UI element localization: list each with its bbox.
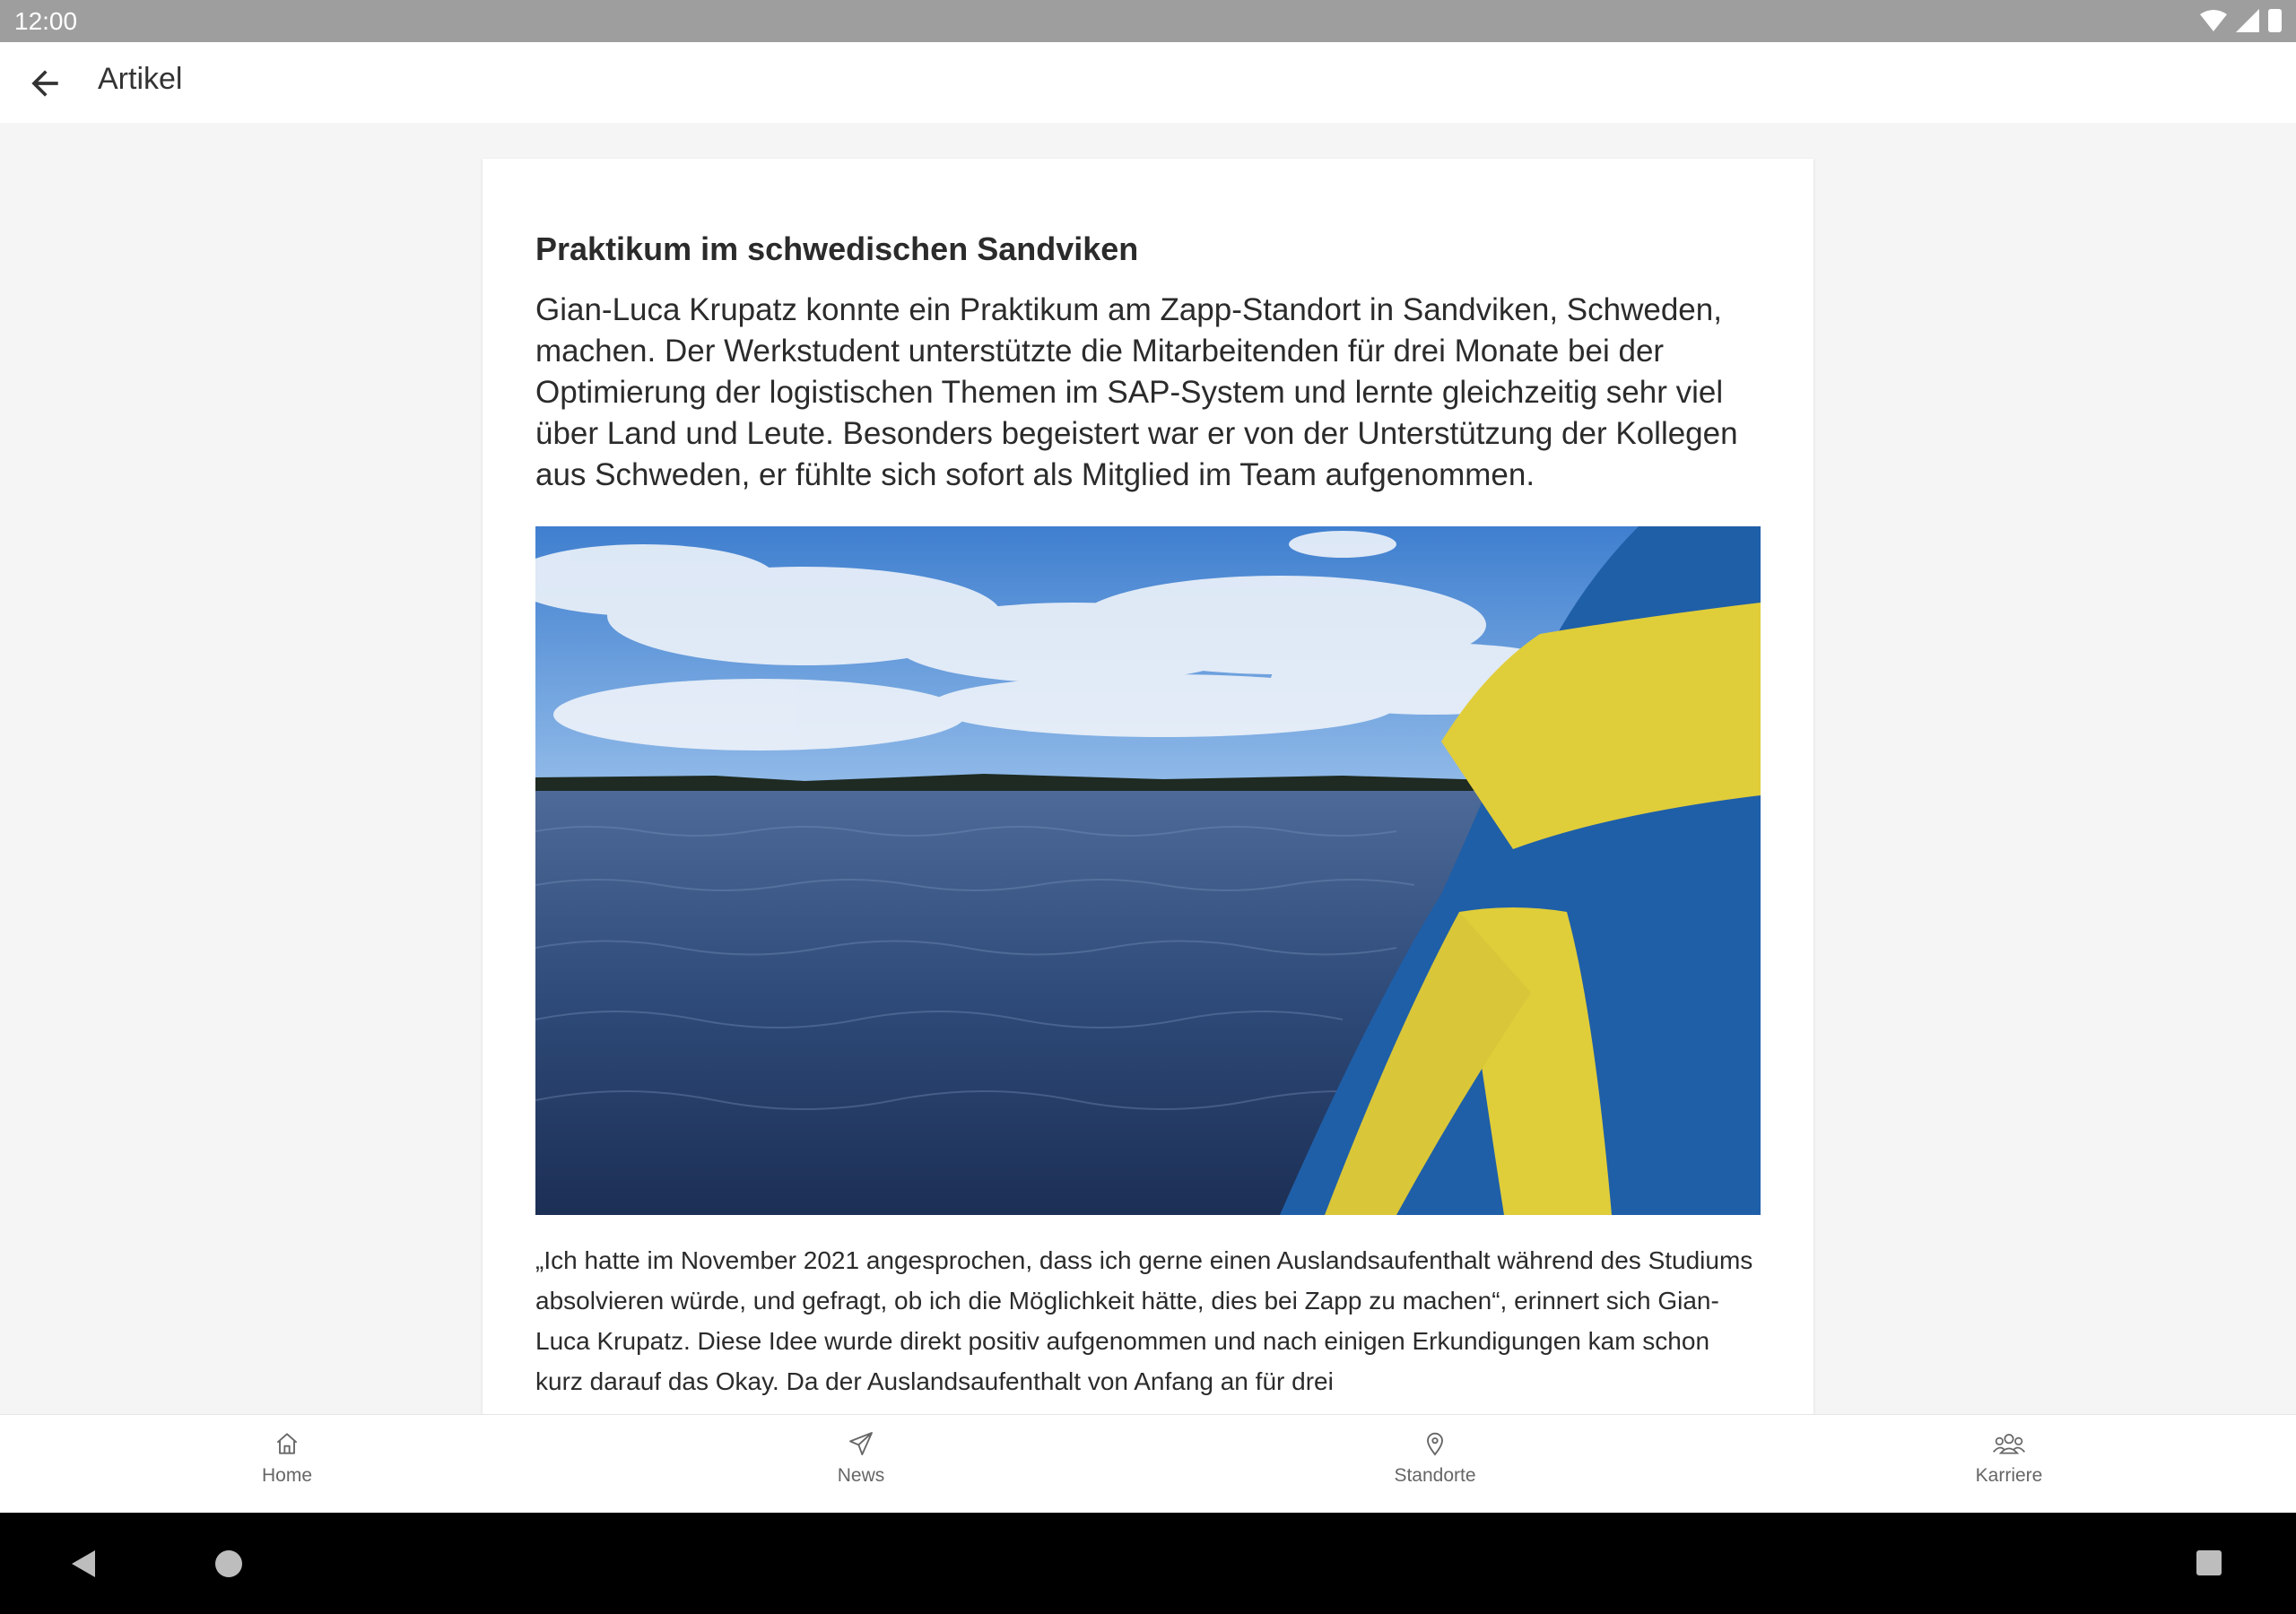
nav-label-home: Home — [261, 1465, 313, 1486]
system-home-button[interactable] — [215, 1550, 242, 1577]
nav-item-standorte[interactable] — [1345, 1415, 1525, 1514]
arrow-back-icon — [25, 64, 65, 103]
status-time: 12:00 — [14, 7, 78, 35]
nav-item-home[interactable] — [197, 1415, 377, 1514]
send-icon — [847, 1429, 875, 1458]
system-back-button[interactable] — [70, 1549, 97, 1584]
battery-icon — [2268, 9, 2282, 32]
nav-label-standorte: Standorte — [1394, 1465, 1476, 1486]
home-icon — [273, 1429, 301, 1458]
bottom-navigation — [0, 1414, 2296, 1514]
nav-item-karriere[interactable] — [1919, 1415, 2099, 1514]
article-lead: Gian-Luca Krupatz konnte ein Praktikum am Zapp-Standort in Sandviken, Schweden, machen. Der Werkstudent unterstützte die Mitarbeitenden für drei Monate bei der Optimierung der logistischen Themen im SAP-System und lernte gleichzeitig sehr viel über Land und Leute. Besonders begeistert war er von der Unterstützung der Kollegen aus Schweden, er fühlte sich sofort als Mitglied im Team aufgenommen. — [535, 292, 1738, 492]
page-title: Artikel — [98, 62, 183, 96]
system-navigation-bar — [0, 1513, 2296, 1614]
system-recents-button[interactable] — [2196, 1550, 2222, 1575]
article-scroll-area[interactable] — [0, 123, 2296, 1414]
status-bar — [0, 0, 2296, 42]
back-button[interactable] — [25, 64, 65, 103]
signal-icon — [2236, 9, 2259, 32]
article-image — [535, 526, 1761, 1215]
app-bar — [0, 42, 2296, 123]
nav-label-news: News — [837, 1465, 885, 1486]
location-pin-icon — [1421, 1429, 1449, 1458]
article-card — [483, 159, 1813, 1414]
people-icon — [1991, 1429, 2027, 1458]
nav-item-news[interactable] — [771, 1415, 951, 1514]
nav-label-karriere: Karriere — [1975, 1465, 2043, 1486]
article-body: „Ich hatte im November 2021 angesprochen, dass ich gerne einen Auslandsaufenthalt während des Studiums absolvieren würde, und gefragt, ob ich die Möglichkeit hätte, dies bei Zapp zu machen“, erinnert sich Gian-Luca Krupatz. Diese Idee wurde direkt positiv aufgenommen und nach einigen Erkundigungen kam schon kurz darauf das Okay. Da der Auslandsaufenthalt von Anfang an für drei — [535, 1246, 1753, 1395]
article-title: Praktikum im schwedischen Sandviken — [535, 230, 1139, 267]
triangle-back-icon — [70, 1549, 97, 1579]
wifi-icon — [2200, 9, 2227, 32]
status-icons — [2200, 9, 2282, 32]
